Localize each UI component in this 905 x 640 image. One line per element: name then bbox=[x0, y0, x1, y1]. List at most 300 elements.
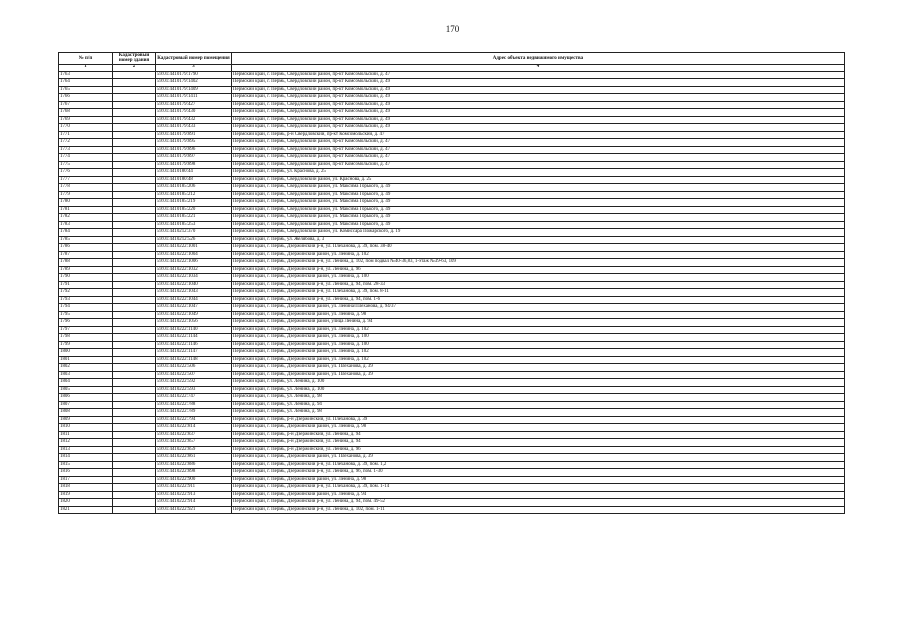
premises-cadastral-cell: 59:01:4410222:788 bbox=[156, 401, 232, 409]
address-cell: Пермский край, г. Пермь, Свердловский район, пр-кт Комсомольский, д. 47 bbox=[232, 139, 845, 147]
address-cell: Пермский край, г. Пермь, Дзержинский р-н, ул. Плеханова, д. 39, пом. 1,2 bbox=[232, 461, 845, 469]
row-number-cell: 1819 bbox=[59, 491, 113, 499]
table-row bbox=[59, 454, 845, 462]
address-cell: Пермский край, г. Пермь, Дзержинский район, ул. Плеханова, д. 39 bbox=[232, 364, 845, 372]
row-number-cell: 1768 bbox=[59, 109, 113, 117]
row-number-cell: 1805 bbox=[59, 386, 113, 394]
row-number-cell: 1793 bbox=[59, 296, 113, 304]
address-cell: Пермский край, г. Пермь, Свердловский район, пр-кт Комсомольский, д. 49 bbox=[232, 79, 845, 87]
building-cadastral-cell bbox=[113, 281, 156, 289]
address-cell: Пермский край, г. Пермь, Свердловский район, пр-кт Комсомольский, д. 49 bbox=[232, 94, 845, 102]
address-cell: Пермский край, г. Пермь, Дзержинский район, ул. Ленина, д. 98 bbox=[232, 476, 845, 484]
address-cell: Пермский край, г. Пермь, Свердловский район, ул. Комиссара Пожарского, д. 19 bbox=[232, 229, 845, 237]
header-address: Адрес объекта недвижимого имущества bbox=[232, 53, 845, 65]
column-number-row bbox=[59, 64, 845, 71]
table-row bbox=[59, 379, 845, 387]
row-number-cell: 1820 bbox=[59, 499, 113, 507]
address-cell: Пермский край, г. Пермь, Дзержинский р-н, ул. Плеханова, д. 39, пом. 38-40 bbox=[232, 244, 845, 252]
address-cell: Пермский край, г. Пермь, Дзержинский р-н, ул. Ленина, д. 94, пом. 1-6 bbox=[232, 296, 845, 304]
premises-cadastral-cell: 59:01:4410222:1144 bbox=[156, 334, 232, 342]
building-cadastral-cell bbox=[113, 139, 156, 147]
premises-cadastral-cell: 59:01:4410222:1147 bbox=[156, 349, 232, 357]
address-cell: Пермский край, г. Пермь, Дзержинский р-н, ул. Ленина, д. 94, пом. 49-52 bbox=[232, 499, 845, 507]
table-row bbox=[59, 101, 845, 109]
address-cell: Пермский край, г. Пермь, Дзержинский район, ул. Ленина, д. 98 bbox=[232, 424, 845, 432]
address-cell: Пермский край, г. Пермь, Дзержинский район, ул. Ленина, д. 100 bbox=[232, 334, 845, 342]
table-row bbox=[59, 109, 845, 117]
building-cadastral-cell bbox=[113, 364, 156, 372]
premises-cadastral-cell: 59:01:4410222:861 bbox=[156, 454, 232, 462]
address-cell: Пермский край, г. Пермь, р-н Дзержинский, ул. Плеханова, д. 39 bbox=[232, 416, 845, 424]
table-row bbox=[59, 154, 845, 162]
premises-cadastral-cell: 59:01:4410179:430 bbox=[156, 109, 232, 117]
row-number-cell: 1788 bbox=[59, 259, 113, 267]
premises-cadastral-cell: 59:01:4410185:220 bbox=[156, 206, 232, 214]
row-number-cell: 1803 bbox=[59, 371, 113, 379]
table-row bbox=[59, 251, 845, 259]
building-cadastral-cell bbox=[113, 71, 156, 79]
address-cell: Пермский край, г. Пермь, р-н Дзержинский, ул. Ленина, д. 94 bbox=[232, 431, 845, 439]
address-cell: Пермский край, г. Пермь, Дзержинский р-н, ул. Ленина, д. 102, пом. 1-11 bbox=[232, 506, 845, 514]
row-number-cell: 1786 bbox=[59, 244, 113, 252]
row-number-cell: 1794 bbox=[59, 304, 113, 312]
building-cadastral-cell bbox=[113, 124, 156, 132]
building-cadastral-cell bbox=[113, 296, 156, 304]
row-number-cell: 1790 bbox=[59, 274, 113, 282]
building-cadastral-cell bbox=[113, 184, 156, 192]
table-row bbox=[59, 176, 845, 184]
premises-cadastral-cell: 59:01:4410222:857 bbox=[156, 439, 232, 447]
building-cadastral-cell bbox=[113, 94, 156, 102]
building-cadastral-cell bbox=[113, 259, 156, 267]
table-row bbox=[59, 169, 845, 177]
premises-cadastral-cell: 59:01:4410222:1140 bbox=[156, 326, 232, 334]
table-row bbox=[59, 236, 845, 244]
row-number-cell: 1795 bbox=[59, 311, 113, 319]
premises-cadastral-cell: 59:01:4410222:921 bbox=[156, 506, 232, 514]
building-cadastral-cell bbox=[113, 199, 156, 207]
row-number-cell: 1800 bbox=[59, 349, 113, 357]
premises-cadastral-cell: 59:01:4410222:1047 bbox=[156, 304, 232, 312]
table-body bbox=[59, 71, 845, 514]
building-cadastral-cell bbox=[113, 274, 156, 282]
address-cell: Пермский край, г. Пермь, Дзержинский район, ул. Ленина, д. 100 bbox=[232, 341, 845, 349]
table-row bbox=[59, 214, 845, 222]
address-cell: Пермский край, г. Пермь, Свердловский район, ул. Максима Горького, д. 49 bbox=[232, 184, 845, 192]
premises-cadastral-cell: 59:01:4410222:1040 bbox=[156, 281, 232, 289]
address-cell: Пермский край, г. Пермь, ул. Краснова, д. 25 bbox=[232, 169, 845, 177]
building-cadastral-cell bbox=[113, 499, 156, 507]
row-number-cell: 1807 bbox=[59, 401, 113, 409]
building-cadastral-cell bbox=[113, 244, 156, 252]
row-number-cell: 1796 bbox=[59, 319, 113, 327]
table-row bbox=[59, 506, 845, 514]
address-cell: Пермский край, г. Пермь, Свердловский район, пр-кт Комсомольский, д. 49 bbox=[232, 124, 845, 132]
table-row bbox=[59, 461, 845, 469]
address-cell: Пермский край, г. Пермь, Дзержинский район, ул. Плеханова, д. 39 bbox=[232, 371, 845, 379]
building-cadastral-cell bbox=[113, 304, 156, 312]
table-row bbox=[59, 229, 845, 237]
premises-cadastral-cell: 59:01:4410222:506 bbox=[156, 364, 232, 372]
address-cell: Пермский край, г. Пермь, Дзержинский район, ул. Ленина, д. 102 bbox=[232, 349, 845, 357]
building-cadastral-cell bbox=[113, 326, 156, 334]
table-row bbox=[59, 409, 845, 417]
row-number-cell: 1770 bbox=[59, 124, 113, 132]
building-cadastral-cell bbox=[113, 491, 156, 499]
building-cadastral-cell bbox=[113, 371, 156, 379]
building-cadastral-cell bbox=[113, 176, 156, 184]
table-row bbox=[59, 184, 845, 192]
building-cadastral-cell bbox=[113, 146, 156, 154]
row-number-cell: 1766 bbox=[59, 94, 113, 102]
address-cell: Пермский край, г. Пермь, Дзержинский район, ул. Ленина, д. 102 bbox=[232, 326, 845, 334]
building-cadastral-cell bbox=[113, 446, 156, 454]
address-cell: Пермский край, г. Пермь, Дзержинский р-н, ул. Ленина, д. 96 bbox=[232, 266, 845, 274]
table-row bbox=[59, 371, 845, 379]
premises-cadastral-cell: 59:01:4410222:1146 bbox=[156, 341, 232, 349]
table-row bbox=[59, 206, 845, 214]
row-number-cell: 1810 bbox=[59, 424, 113, 432]
row-number-cell: 1765 bbox=[59, 86, 113, 94]
table-row bbox=[59, 491, 845, 499]
address-cell: Пермский край, г. Пермь, Дзержинский р-н, ул. Плеханова, д. 39, пом. 8-11 bbox=[232, 289, 845, 297]
table-row bbox=[59, 296, 845, 304]
premises-cadastral-cell: 59:01:4410179:1409 bbox=[156, 86, 232, 94]
building-cadastral-cell bbox=[113, 169, 156, 177]
building-cadastral-cell bbox=[113, 401, 156, 409]
building-cadastral-cell bbox=[113, 131, 156, 139]
premises-cadastral-cell: 59:01:4410222:1006 bbox=[156, 259, 232, 267]
premises-cadastral-cell: 59:01:4410179:895 bbox=[156, 139, 232, 147]
row-number-cell: 1802 bbox=[59, 364, 113, 372]
premises-cadastral-cell: 59:01:4410222:789 bbox=[156, 409, 232, 417]
address-cell: Пермский край, г. Пермь, Дзержинский р-н, ул. Ленина, д. 96, пом. 1-30 bbox=[232, 469, 845, 477]
building-cadastral-cell bbox=[113, 431, 156, 439]
table-row bbox=[59, 349, 845, 357]
building-cadastral-cell bbox=[113, 161, 156, 169]
premises-cadastral-cell: 59:01:4410212:526 bbox=[156, 236, 232, 244]
building-cadastral-cell bbox=[113, 469, 156, 477]
address-cell: Пермский край, г. Пермь, р-н Дзержинский, ул. Ленина, д. 94 bbox=[232, 439, 845, 447]
table-row bbox=[59, 304, 845, 312]
address-cell: Пермский край, г. Пермь, ул. Ленина, д. 94 bbox=[232, 401, 845, 409]
address-cell: Пермский край, г. Пермь, Дзержинский район, ул. Плеханова, д. 39 bbox=[232, 454, 845, 462]
row-number-cell: 1797 bbox=[59, 326, 113, 334]
building-cadastral-cell bbox=[113, 439, 156, 447]
row-number-cell: 1772 bbox=[59, 139, 113, 147]
premises-cadastral-cell: 59:01:4410222:1001 bbox=[156, 244, 232, 252]
row-number-cell: 1792 bbox=[59, 289, 113, 297]
row-number-cell: 1776 bbox=[59, 169, 113, 177]
premises-cadastral-cell: 59:01:4410222:1034 bbox=[156, 274, 232, 282]
premises-cadastral-cell: 59:01:4410179:1402 bbox=[156, 79, 232, 87]
building-cadastral-cell bbox=[113, 191, 156, 199]
table-row bbox=[59, 94, 845, 102]
building-cadastral-cell bbox=[113, 154, 156, 162]
row-number-cell: 1821 bbox=[59, 506, 113, 514]
address-cell: Пермский край, г. Пермь, Свердловский район, пр-кт Комсомольский, д. 49 bbox=[232, 116, 845, 124]
row-number-cell: 1804 bbox=[59, 379, 113, 387]
table-row bbox=[59, 499, 845, 507]
table-row bbox=[59, 266, 845, 274]
row-number-cell: 1811 bbox=[59, 431, 113, 439]
building-cadastral-cell bbox=[113, 484, 156, 492]
premises-cadastral-cell: 59:01:4410179:427 bbox=[156, 101, 232, 109]
premises-cadastral-cell: 59:01:4410185:221 bbox=[156, 214, 232, 222]
table-row bbox=[59, 356, 845, 364]
row-number-cell: 1809 bbox=[59, 416, 113, 424]
address-cell: Пермский край, г. Пермь, Дзержинский район, ул. Ленина, д. 98 bbox=[232, 311, 845, 319]
premises-cadastral-cell: 59:01:4410179:896 bbox=[156, 146, 232, 154]
row-number-cell: 1798 bbox=[59, 334, 113, 342]
row-number-cell: 1763 bbox=[59, 71, 113, 79]
building-cadastral-cell bbox=[113, 214, 156, 222]
address-cell: Пермский край, г. Пермь, Свердловский район, ул. Максима Горького, д. 49 bbox=[232, 191, 845, 199]
row-number-cell: 1801 bbox=[59, 356, 113, 364]
address-cell: Пермский край, г. Пермь, ул. Ленина, д. 100 bbox=[232, 386, 845, 394]
address-cell: Пермский край, г. Пермь, Свердловский район, пр-кт Комсомольский, д. 47 bbox=[232, 161, 845, 169]
table-row bbox=[59, 334, 845, 342]
table-row bbox=[59, 431, 845, 439]
premises-cadastral-cell: 59:01:4410222:837 bbox=[156, 431, 232, 439]
row-number-cell: 1781 bbox=[59, 206, 113, 214]
building-cadastral-cell bbox=[113, 476, 156, 484]
property-registry-table bbox=[58, 52, 845, 514]
row-number-cell: 1782 bbox=[59, 214, 113, 222]
building-cadastral-cell bbox=[113, 424, 156, 432]
premises-cadastral-cell: 59:01:4410222:1043 bbox=[156, 289, 232, 297]
building-cadastral-cell bbox=[113, 416, 156, 424]
table-row bbox=[59, 424, 845, 432]
premises-cadastral-cell: 59:01:4410180:44 bbox=[156, 169, 232, 177]
building-cadastral-cell bbox=[113, 311, 156, 319]
address-cell: Пермский край, г. Пермь, Свердловский район, ул. Максима Горького, д. 49 bbox=[232, 199, 845, 207]
row-number-cell: 1785 bbox=[59, 236, 113, 244]
address-cell: Пермский край, г. Пермь, Дзержинский р-н, ул. Плеханова, д. 39, пом. 1-14 bbox=[232, 484, 845, 492]
column-number: 2 bbox=[113, 64, 156, 71]
address-cell: Пермский край, г. Пермь, ул. Желябова, д. 3 bbox=[232, 236, 845, 244]
premises-cadastral-cell: 59:01:4410179:432 bbox=[156, 116, 232, 124]
address-cell: Пермский край, г. Пермь, р-н Дзержинский, ул. Ленина, д. 96 bbox=[232, 446, 845, 454]
table-row bbox=[59, 446, 845, 454]
premises-cadastral-cell: 59:01:4410185:253 bbox=[156, 221, 232, 229]
row-number-cell: 1818 bbox=[59, 484, 113, 492]
row-number-cell: 1784 bbox=[59, 229, 113, 237]
row-number-cell: 1764 bbox=[59, 79, 113, 87]
premises-cadastral-cell: 59:01:4410179:897 bbox=[156, 154, 232, 162]
address-cell: Пермский край, г. Пермь, Дзержинский р-н, ул. Ленина, д. 94, пом. 28-33 bbox=[232, 281, 845, 289]
row-number-cell: 1775 bbox=[59, 161, 113, 169]
premises-cadastral-cell: 59:01:4410222:913 bbox=[156, 491, 232, 499]
building-cadastral-cell bbox=[113, 101, 156, 109]
premises-cadastral-cell: 59:01:4410222:794 bbox=[156, 416, 232, 424]
table-row bbox=[59, 319, 845, 327]
row-number-cell: 1771 bbox=[59, 131, 113, 139]
premises-cadastral-cell: 59:01:4410185:206 bbox=[156, 184, 232, 192]
premises-cadastral-cell: 59:01:4410222:1044 bbox=[156, 296, 232, 304]
premises-cadastral-cell: 59:01:4410222:914 bbox=[156, 499, 232, 507]
address-cell: Пермский край, г. Пермь, Свердловский район, ул. Краснова, д. 25 bbox=[232, 176, 845, 184]
address-cell: Пермский край, г. Пермь, Дзержинский район, ул. Ленина, д. 102 bbox=[232, 251, 845, 259]
premises-cadastral-cell: 59:01:4410222:1148 bbox=[156, 356, 232, 364]
address-cell: Пермский край, г. Пермь, Дзержинский район, ул. Ленина, д. 100 bbox=[232, 274, 845, 282]
table-row bbox=[59, 71, 845, 79]
premises-cadastral-cell: 59:01:4410222:911 bbox=[156, 484, 232, 492]
table-row bbox=[59, 244, 845, 252]
table-row bbox=[59, 191, 845, 199]
premises-cadastral-cell: 59:01:4410222:1049 bbox=[156, 311, 232, 319]
premises-cadastral-cell: 59:01:4410179:891 bbox=[156, 131, 232, 139]
premises-cadastral-cell: 59:01:4410222:747 bbox=[156, 394, 232, 402]
header-row-number: № п/п bbox=[59, 53, 113, 65]
row-number-cell: 1789 bbox=[59, 266, 113, 274]
premises-cadastral-cell: 59:01:4410222:592 bbox=[156, 379, 232, 387]
building-cadastral-cell bbox=[113, 341, 156, 349]
table-row bbox=[59, 139, 845, 147]
table-row bbox=[59, 364, 845, 372]
page-number: 170 bbox=[445, 24, 460, 34]
building-cadastral-cell bbox=[113, 394, 156, 402]
premises-cadastral-cell: 59:01:4410180:48 bbox=[156, 176, 232, 184]
table-row bbox=[59, 199, 845, 207]
table-header-row bbox=[59, 53, 845, 65]
address-cell: Пермский край, г. Пермь, Дзержинский район, ул. Ленина, д. 102 bbox=[232, 356, 845, 364]
premises-cadastral-cell: 59:01:4410179:433 bbox=[156, 124, 232, 132]
address-cell: Пермский край, г. Пермь, Свердловский район, пр-кт Комсомольский, д. 49 bbox=[232, 109, 845, 117]
column-number: 1 bbox=[59, 64, 113, 71]
premises-cadastral-cell: 59:01:4410179:1790 bbox=[156, 71, 232, 79]
table-row bbox=[59, 341, 845, 349]
table-row bbox=[59, 281, 845, 289]
row-number-cell: 1780 bbox=[59, 199, 113, 207]
row-number-cell: 1799 bbox=[59, 341, 113, 349]
row-number-cell: 1787 bbox=[59, 251, 113, 259]
row-number-cell: 1814 bbox=[59, 454, 113, 462]
row-number-cell: 1773 bbox=[59, 146, 113, 154]
table-row bbox=[59, 476, 845, 484]
row-number-cell: 1815 bbox=[59, 461, 113, 469]
building-cadastral-cell bbox=[113, 334, 156, 342]
table-row bbox=[59, 469, 845, 477]
column-number: 3 bbox=[156, 64, 232, 71]
table-row bbox=[59, 289, 845, 297]
table-row bbox=[59, 416, 845, 424]
building-cadastral-cell bbox=[113, 379, 156, 387]
row-number-cell: 1806 bbox=[59, 394, 113, 402]
table-row bbox=[59, 221, 845, 229]
premises-cadastral-cell: 59:01:4410222:859 bbox=[156, 446, 232, 454]
address-cell: Пермский край, г. Пермь, р-н Свердловский, пр-кт Комсомольский, д. 47 bbox=[232, 131, 845, 139]
address-cell: Пермский край, г. Пермь, Свердловский район, ул. Максима Горького, д. 49 bbox=[232, 206, 845, 214]
premises-cadastral-cell: 59:01:4410179:898 bbox=[156, 161, 232, 169]
table-row bbox=[59, 311, 845, 319]
row-number-cell: 1777 bbox=[59, 176, 113, 184]
address-cell: Пермский край, г. Пермь, Дзержинский район, улица Ленина, д. 94 bbox=[232, 319, 845, 327]
address-cell: Пермский край, г. Пермь, Дзержинский район, ул. Ленина, д. 94 bbox=[232, 491, 845, 499]
table-row bbox=[59, 259, 845, 267]
table-row bbox=[59, 439, 845, 447]
premises-cadastral-cell: 59:01:4410222:814 bbox=[156, 424, 232, 432]
building-cadastral-cell bbox=[113, 386, 156, 394]
building-cadastral-cell bbox=[113, 206, 156, 214]
premises-cadastral-cell: 59:01:4410179:1411 bbox=[156, 94, 232, 102]
column-number: 4 bbox=[232, 64, 845, 71]
row-number-cell: 1783 bbox=[59, 221, 113, 229]
building-cadastral-cell bbox=[113, 109, 156, 117]
building-cadastral-cell bbox=[113, 86, 156, 94]
table-row bbox=[59, 386, 845, 394]
address-cell: Пермский край, г. Пермь, Свердловский район, ул. Максима Горького, д. 49 bbox=[232, 214, 845, 222]
address-cell: Пермский край, г. Пермь, Дзержинский р-н, ул. Ленина, д. 102, пом подвал №40-36,83, 1-этаж №39-63, 109 bbox=[232, 259, 845, 267]
address-cell: Пермский край, г. Пермь, Свердловский район, пр-кт Комсомольский, д. 47 bbox=[232, 146, 845, 154]
address-cell: Пермский край, г. Пермь, ул. Ленина, д. 98 bbox=[232, 409, 845, 417]
address-cell: Пермский край, г. Пермь, Дзержинский район, ул. Ленина/Плеханова, д. 94/37 bbox=[232, 304, 845, 312]
table-row bbox=[59, 79, 845, 87]
building-cadastral-cell bbox=[113, 349, 156, 357]
premises-cadastral-cell: 59:01:4410222:1004 bbox=[156, 251, 232, 259]
address-cell: Пермский край, г. Пермь, ул. Ленина, д. 98 bbox=[232, 394, 845, 402]
address-cell: Пермский край, г. Пермь, Свердловский район, пр-кт Комсомольский, д. 47 bbox=[232, 71, 845, 79]
row-number-cell: 1774 bbox=[59, 154, 113, 162]
address-cell: Пермский край, г. Пермь, Свердловский район, пр-кт Комсомольский, д. 49 bbox=[232, 86, 845, 94]
row-number-cell: 1779 bbox=[59, 191, 113, 199]
table-row bbox=[59, 274, 845, 282]
premises-cadastral-cell: 59:01:4410212:370 bbox=[156, 229, 232, 237]
table-row bbox=[59, 401, 845, 409]
building-cadastral-cell bbox=[113, 454, 156, 462]
table-row bbox=[59, 161, 845, 169]
address-cell: Пермский край, г. Пермь, Свердловский район, пр-кт Комсомольский, д. 49 bbox=[232, 101, 845, 109]
premises-cadastral-cell: 59:01:4410222:1032 bbox=[156, 266, 232, 274]
row-number-cell: 1808 bbox=[59, 409, 113, 417]
premises-cadastral-cell: 59:01:4410222:898 bbox=[156, 469, 232, 477]
building-cadastral-cell bbox=[113, 319, 156, 327]
row-number-cell: 1817 bbox=[59, 476, 113, 484]
table-row bbox=[59, 116, 845, 124]
building-cadastral-cell bbox=[113, 461, 156, 469]
row-number-cell: 1791 bbox=[59, 281, 113, 289]
header-building-cadastral: Кадастровый номер здания bbox=[113, 53, 156, 65]
building-cadastral-cell bbox=[113, 289, 156, 297]
address-cell: Пермский край, г. Пермь, ул. Ленина, д. 100 bbox=[232, 379, 845, 387]
table-row bbox=[59, 394, 845, 402]
row-number-cell: 1812 bbox=[59, 439, 113, 447]
premises-cadastral-cell: 59:01:4410185:212 bbox=[156, 191, 232, 199]
premises-cadastral-cell: 59:01:4410222:900 bbox=[156, 476, 232, 484]
premises-cadastral-cell: 59:01:4410222:1056 bbox=[156, 319, 232, 327]
building-cadastral-cell bbox=[113, 221, 156, 229]
table-row bbox=[59, 146, 845, 154]
table-row bbox=[59, 326, 845, 334]
building-cadastral-cell bbox=[113, 356, 156, 364]
building-cadastral-cell bbox=[113, 409, 156, 417]
premises-cadastral-cell: 59:01:4410222:593 bbox=[156, 386, 232, 394]
building-cadastral-cell bbox=[113, 229, 156, 237]
row-number-cell: 1816 bbox=[59, 469, 113, 477]
premises-cadastral-cell: 59:01:4410185:219 bbox=[156, 199, 232, 207]
table-row bbox=[59, 86, 845, 94]
building-cadastral-cell bbox=[113, 506, 156, 514]
table-row bbox=[59, 131, 845, 139]
header-premises-cadastral: Кадастровый номер помещения bbox=[156, 53, 232, 65]
building-cadastral-cell bbox=[113, 266, 156, 274]
building-cadastral-cell bbox=[113, 251, 156, 259]
building-cadastral-cell bbox=[113, 79, 156, 87]
table-row bbox=[59, 124, 845, 132]
row-number-cell: 1778 bbox=[59, 184, 113, 192]
building-cadastral-cell bbox=[113, 116, 156, 124]
row-number-cell: 1813 bbox=[59, 446, 113, 454]
